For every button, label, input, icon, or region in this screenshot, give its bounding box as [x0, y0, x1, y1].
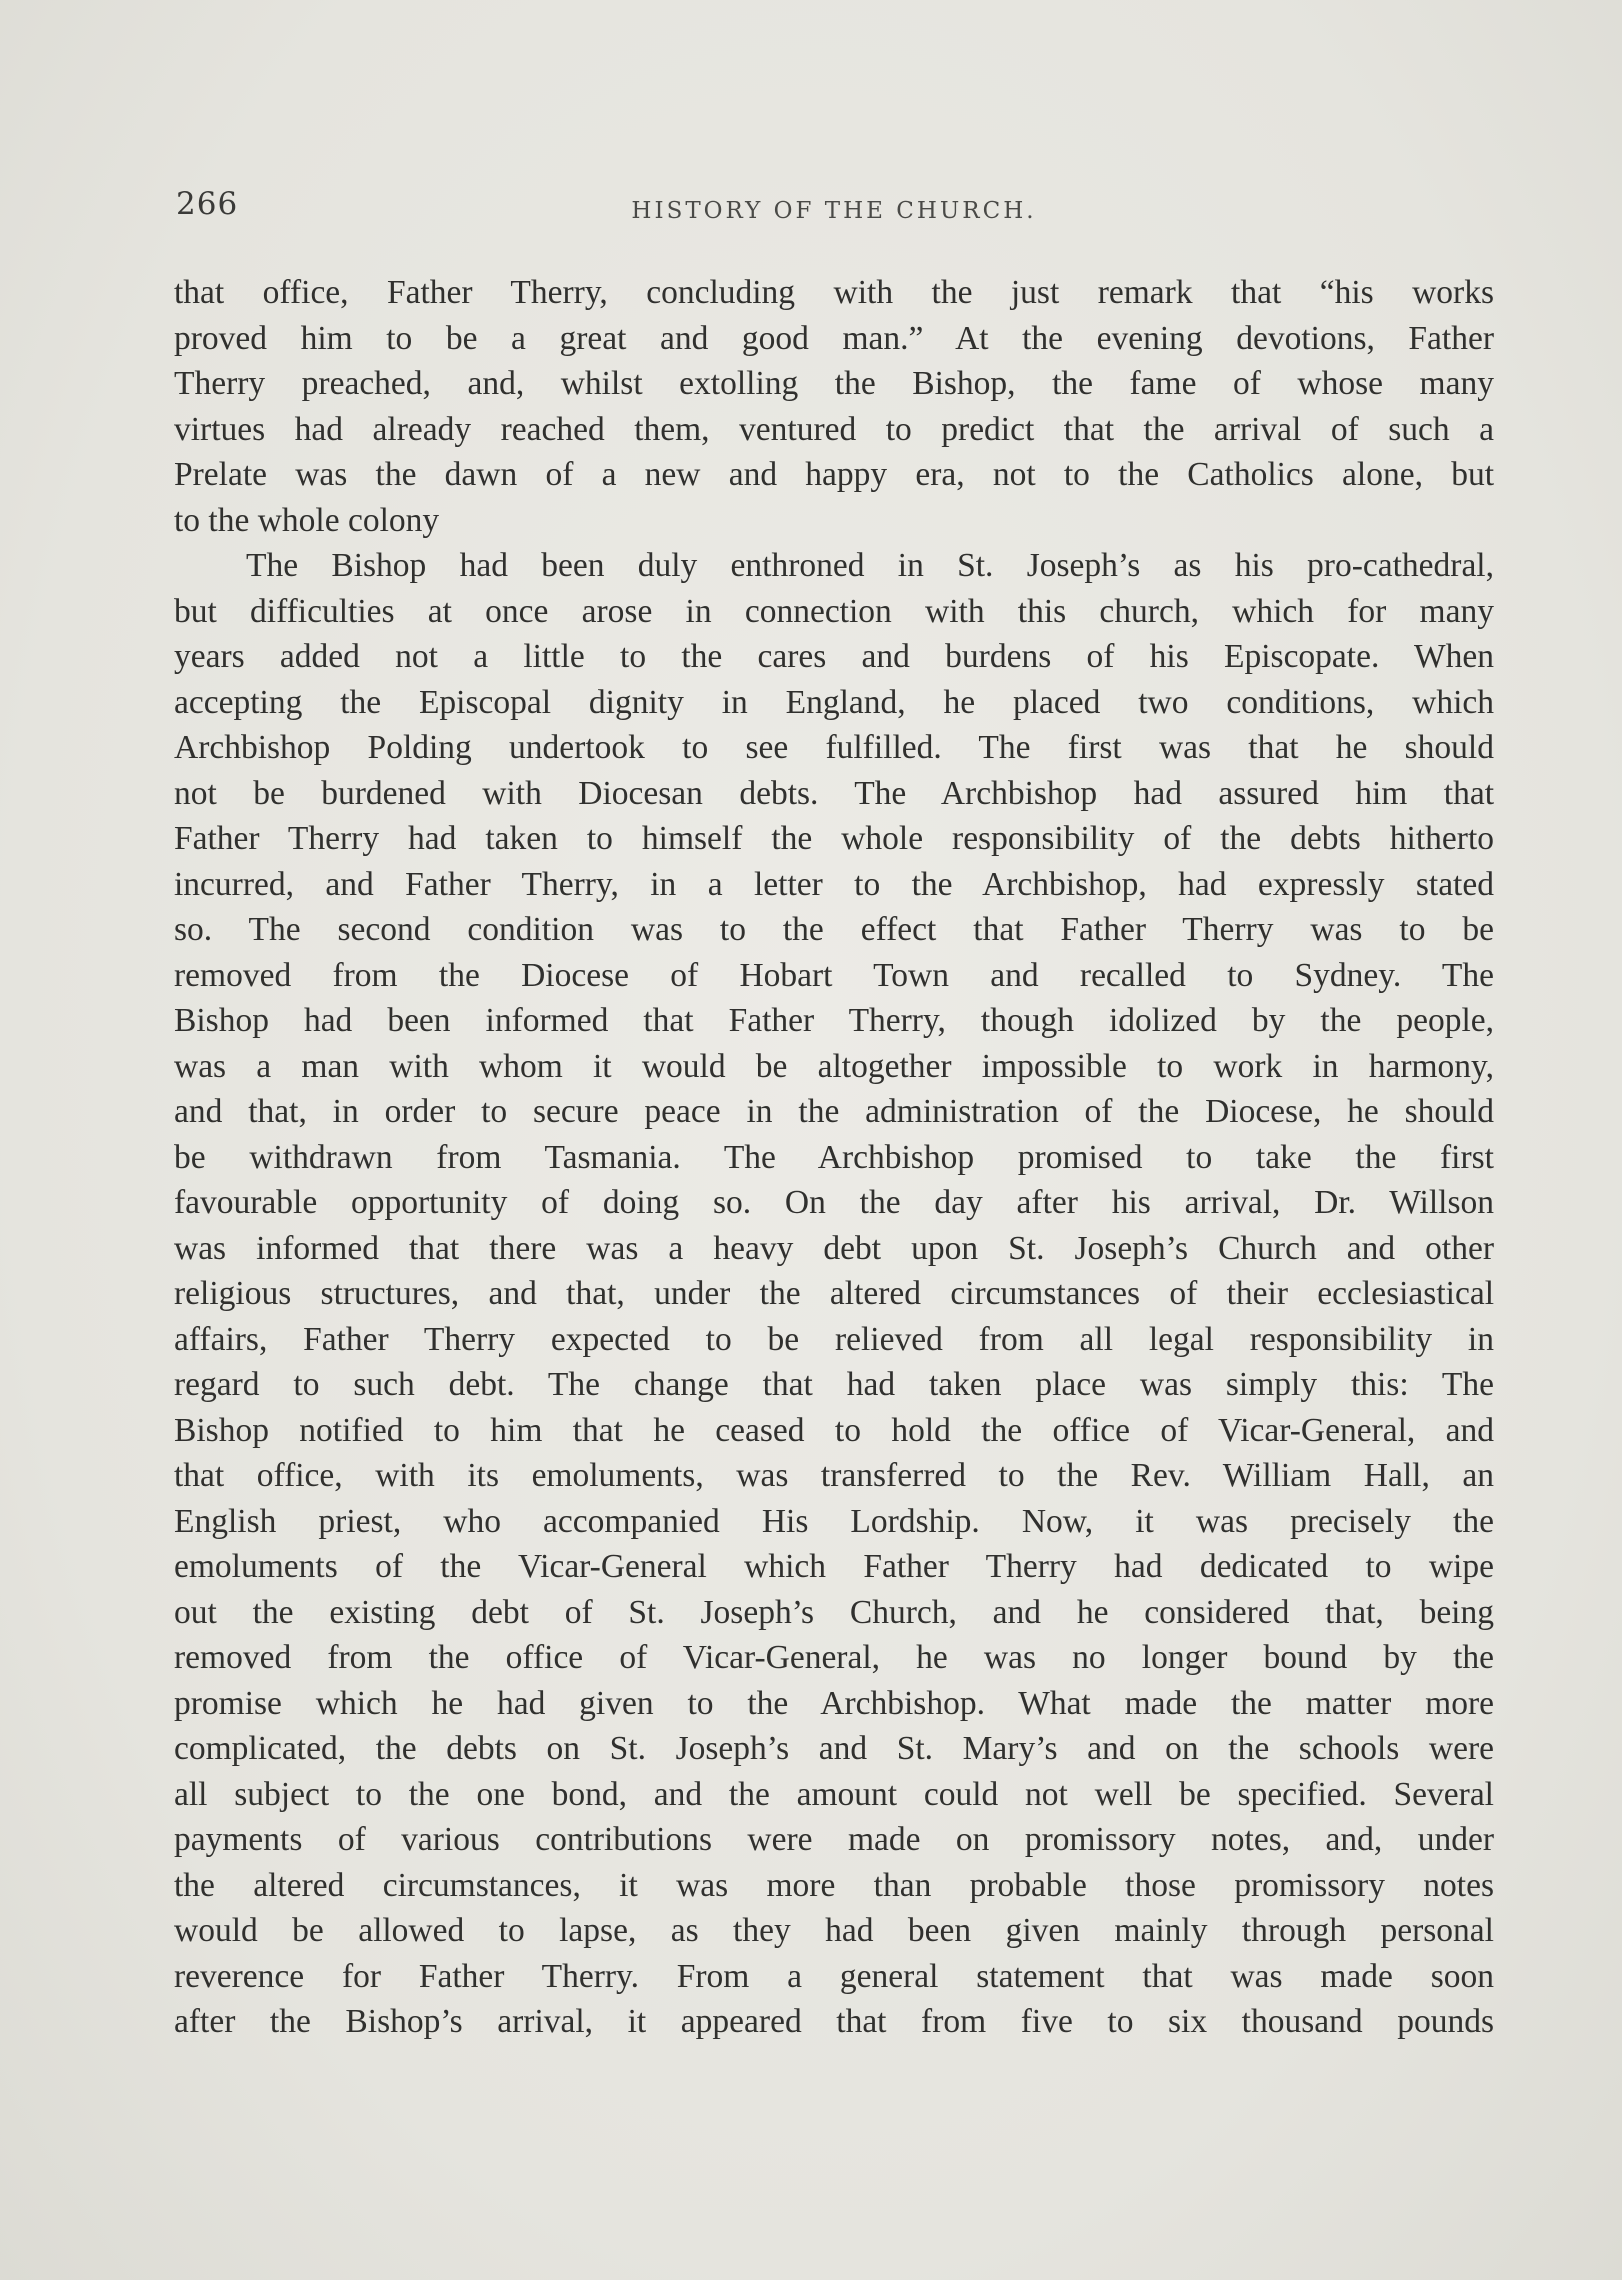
- text-line: out the existing debt of St. Joseph’s Church, and he considered that, being: [174, 1593, 1494, 1631]
- text-line: that office, with its emoluments, was transferred to the Rev. William Hall, an: [174, 1457, 1494, 1494]
- text-line: Bishop had been informed that Father Therry, though idolized by the people,: [174, 1002, 1494, 1039]
- body-text: [174, 270, 1494, 2045]
- text-line: not be burdened with Diocesan debts. The Archbishop had assured him that: [174, 774, 1494, 812]
- text-line: incurred, and Father Therry, in a letter to the Archbishop, had expressly stated: [174, 865, 1494, 903]
- text-line: be withdrawn from Tasmania. The Archbishop promised to take the first: [174, 1138, 1494, 1176]
- text-line: the altered circumstances, it was more than probable those promissory notes: [174, 1866, 1494, 1904]
- text-line: emoluments of the Vicar-General which Father Therry had dedicated to wipe: [174, 1548, 1494, 1585]
- text-line: was informed that there was a heavy debt upon St. Joseph’s Church and other: [174, 1229, 1494, 1267]
- text-line: that office, Father Therry, concluding with the just remark that “his works: [174, 274, 1494, 311]
- page-number: 266: [176, 186, 239, 222]
- text-line: regard to such debt. The change that had taken place was simply this: The: [174, 1366, 1494, 1403]
- text-line: accepting the Episcopal dignity in England, he placed two conditions, which: [174, 683, 1494, 721]
- text-line: reverence for Father Therry. From a general statement that was made soon: [174, 1957, 1494, 1995]
- text-line: favourable opportunity of doing so. On the day after his arrival, Dr. Willson: [174, 1184, 1494, 1221]
- text-line: Therry preached, and, whilst extolling the Bishop, the fame of whose many: [174, 365, 1494, 402]
- text-line: promise which he had given to the Archbishop. What made the matter more: [174, 1684, 1494, 1722]
- text-line: removed from the Diocese of Hobart Town and recalled to Sydney. The: [174, 956, 1494, 994]
- running-title: HISTORY OF THE CHURCH.: [631, 198, 1037, 224]
- text-line: but difficulties at once arose in connection with this church, which for many: [174, 592, 1494, 630]
- text-line: and that, in order to secure peace in the administration of the Diocese, he should: [174, 1093, 1494, 1130]
- paragraph: [174, 270, 1494, 543]
- text-line: so. The second condition was to the effect that Father Therry was to be: [174, 911, 1494, 948]
- text-line: English priest, who accompanied His Lordship. Now, it was precisely the: [174, 1502, 1494, 1540]
- text-line: religious structures, and that, under the altered circumstances of their ecclesiastical: [174, 1275, 1494, 1312]
- text-line: was a man with whom it would be altogether impossible to work in harmony,: [174, 1047, 1494, 1085]
- text-line: would be allowed to lapse, as they had been given mainly through personal: [174, 1912, 1494, 1949]
- text-line: virtues had already reached them, ventured to predict that the arrival of such a: [174, 410, 1494, 448]
- text-line: The Bishop had been duly enthroned in St. Joseph’s as his pro-cathedral,: [246, 547, 1494, 584]
- text-line: complicated, the debts on St. Joseph’s and St. Mary’s and on the schools were: [174, 1730, 1494, 1767]
- text-line: to the whole colony: [174, 501, 440, 539]
- text-line: Prelate was the dawn of a new and happy era, not to the Catholics alone, but: [174, 456, 1494, 493]
- page-header: [176, 186, 1492, 236]
- text-line: Father Therry had taken to himself the whole responsibility of the debts hitherto: [174, 820, 1494, 857]
- text-line: proved him to be a great and good man.” At the evening devotions, Father: [174, 319, 1494, 357]
- paragraph: [174, 543, 1494, 2045]
- text-line: years added not a little to the cares and burdens of his Episcopate. When: [174, 638, 1494, 675]
- text-line: after the Bishop’s arrival, it appeared that from five to six thousand pounds: [174, 2003, 1494, 2040]
- text-line: all subject to the one bond, and the amount could not well be specified. Several: [174, 1775, 1494, 1813]
- text-line: Archbishop Polding undertook to see fulfilled. The first was that he should: [174, 729, 1494, 766]
- text-line: removed from the office of Vicar-General, he was no longer bound by the: [174, 1639, 1494, 1676]
- text-line: affairs, Father Therry expected to be relieved from all legal responsibility in: [174, 1320, 1494, 1358]
- text-line: Bishop notified to him that he ceased to hold the office of Vicar-General, and: [174, 1411, 1494, 1449]
- text-line: payments of various contributions were made on promissory notes, and, under: [174, 1821, 1494, 1858]
